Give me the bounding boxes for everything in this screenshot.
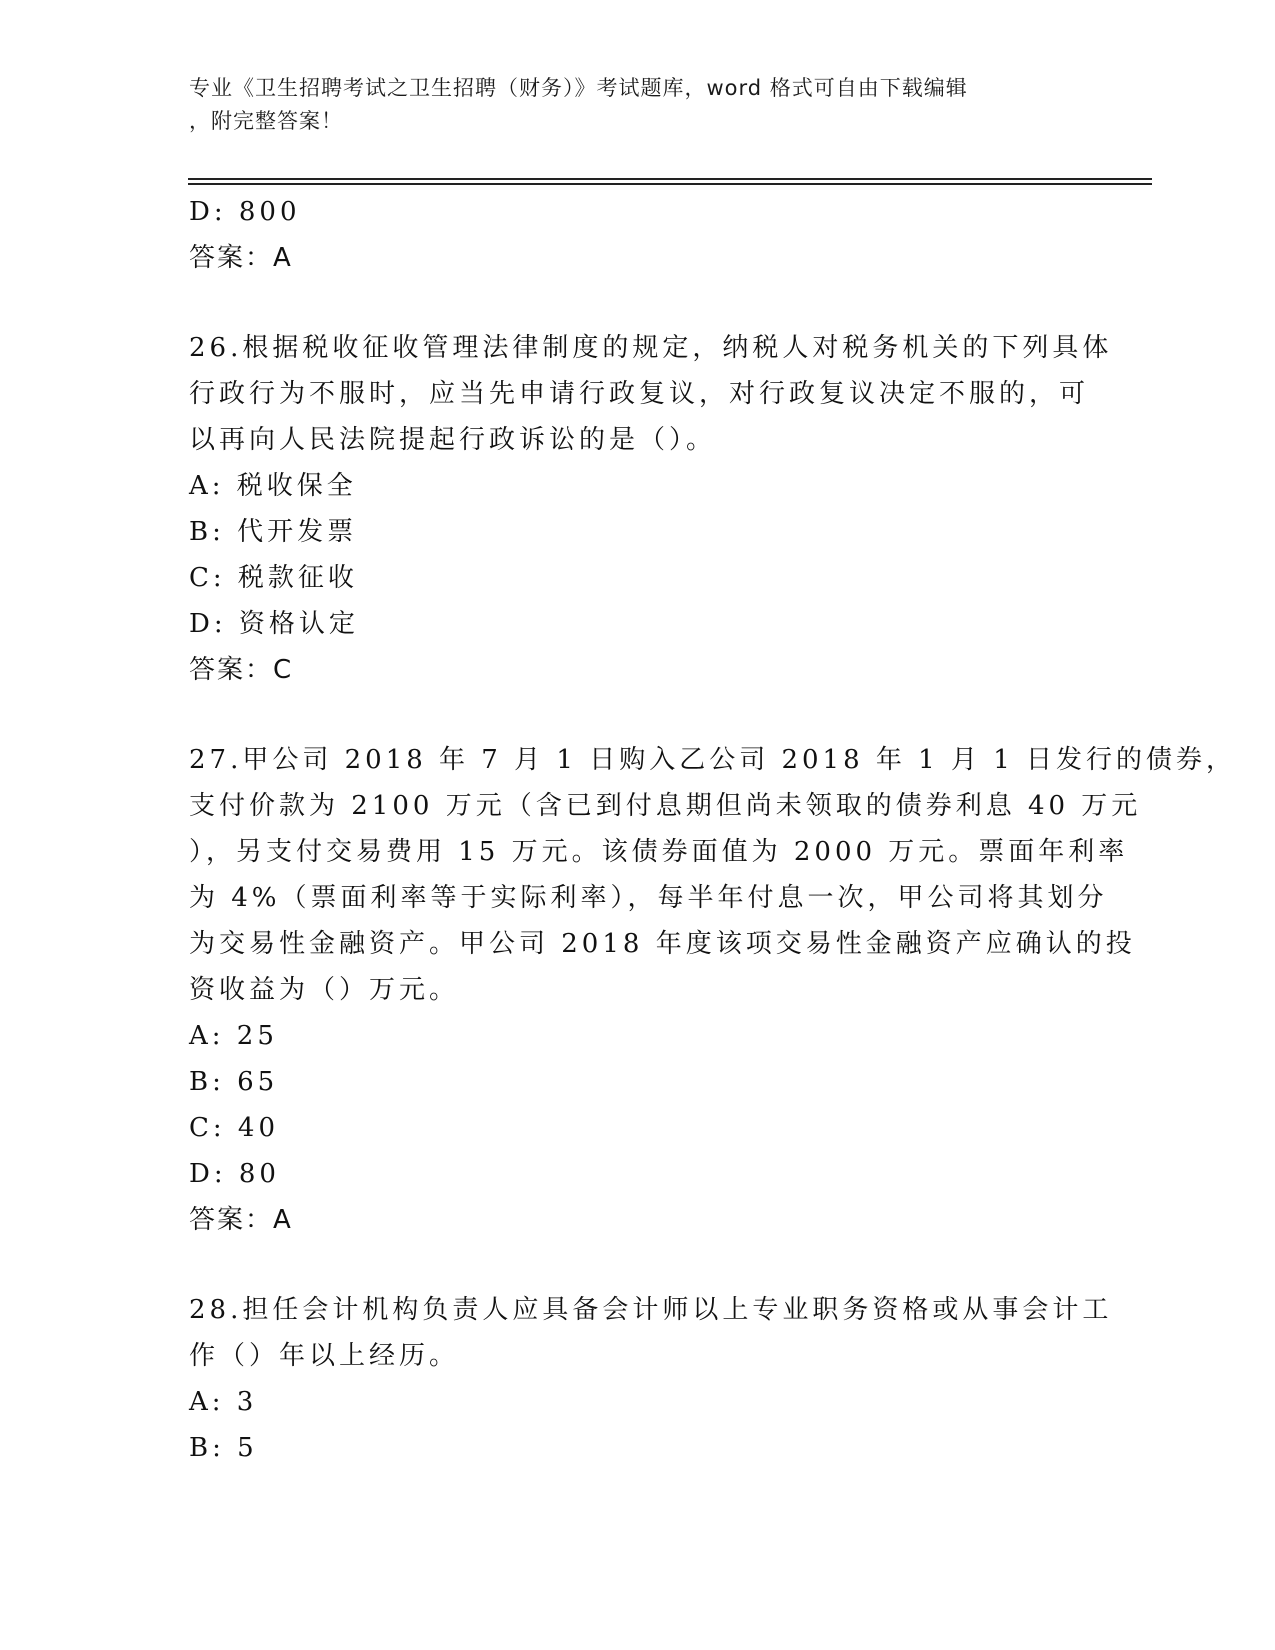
option-d: D: 资格认定 bbox=[189, 609, 359, 639]
option-a: A: 3 bbox=[189, 1387, 258, 1417]
option-b: B: 5 bbox=[189, 1433, 258, 1463]
question-stem-line: 为交易性金融资产。甲公司 2018 年度该项交易性金融资产应确认的投 bbox=[189, 929, 1136, 959]
header-line-1: 专业《卫生招聘考试之卫生招聘（财务）》考试题库，word 格式可自由下载编辑 bbox=[189, 76, 968, 100]
option-c: C: 税款征收 bbox=[189, 563, 358, 593]
question-stem-line: 27.甲公司 2018 年 7 月 1 日购入乙公司 2018 年 1 月 1 日发行的债券， bbox=[189, 745, 1237, 775]
option-a: A: 25 bbox=[189, 1021, 278, 1051]
question-stem-line: 为 4%（票面利率等于实际利率），每半年付息一次，甲公司将其划分 bbox=[189, 883, 1108, 913]
question-stem-line: 26.根据税收征收管理法律制度的规定，纳税人对税务机关的下列具体 bbox=[189, 333, 1113, 363]
question-list bbox=[189, 189, 1237, 1471]
question-28 bbox=[189, 1287, 1113, 1471]
question-stem-line: 资收益为（）万元。 bbox=[189, 975, 460, 1005]
document-header bbox=[189, 72, 1069, 138]
question-stem-line: 以再向人民法院提起行政诉讼的是（）。 bbox=[189, 425, 717, 455]
question-stem-line: 作（）年以上经历。 bbox=[189, 1341, 460, 1371]
question-27 bbox=[189, 737, 1237, 1243]
option-b: B: 65 bbox=[189, 1067, 279, 1097]
header-divider-top bbox=[188, 178, 1152, 180]
question-stem-line: ），另支付交易费用 15 万元。该债券面值为 2000 万元。票面年利率 bbox=[189, 837, 1129, 867]
question-26 bbox=[189, 325, 1113, 693]
option-a: A: 税收保全 bbox=[189, 471, 357, 501]
option-b: B: 代开发票 bbox=[189, 517, 358, 547]
header-line-2: ，附完整答案！ bbox=[189, 109, 343, 133]
question-stem-line: 28.担任会计机构负责人应具备会计师以上专业职务资格或从事会计工 bbox=[189, 1295, 1113, 1325]
option-d: D: 80 bbox=[189, 1159, 280, 1189]
answer-line: 答案：C bbox=[189, 655, 294, 685]
answer-line: 答案：A bbox=[189, 243, 293, 273]
question-stem-line: 支付价款为 2100 万元（含已到付息期但尚未领取的债券利息 40 万元 bbox=[189, 791, 1142, 821]
header-divider-bottom bbox=[188, 183, 1152, 185]
option-c: C: 40 bbox=[189, 1113, 280, 1143]
answer-line: 答案：A bbox=[189, 1205, 293, 1235]
option-d: D: 800 bbox=[189, 197, 301, 227]
question-stem-line: 行政行为不服时，应当先申请行政复议，对行政复议决定不服的，可 bbox=[189, 379, 1090, 409]
